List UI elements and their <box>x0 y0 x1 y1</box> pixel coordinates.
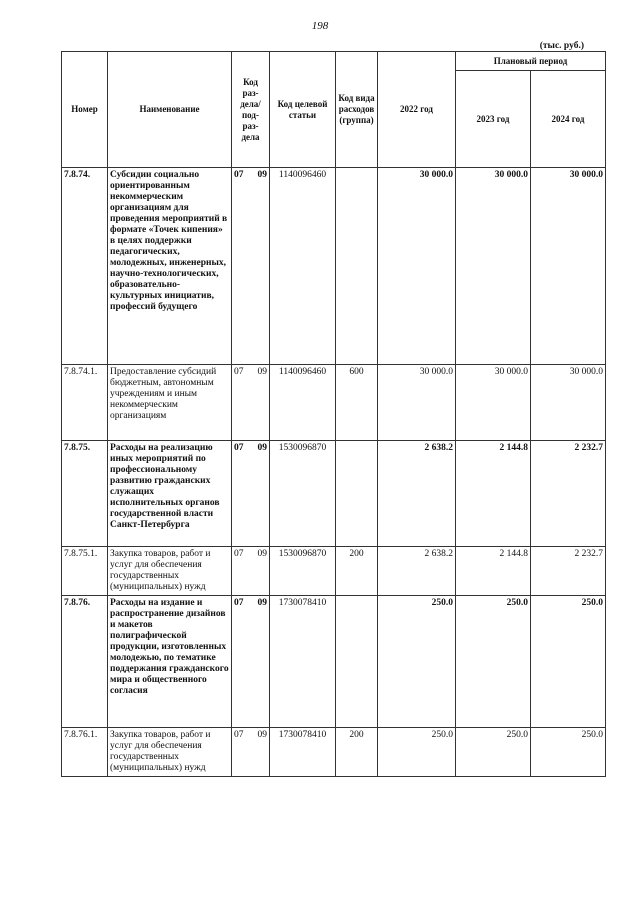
row-target-code: 1530096870 <box>270 547 336 596</box>
header-number: Номер <box>62 52 108 168</box>
row-name: Закупка товаров, работ и услуг для обеспечения государственных (муниципальных) нужд <box>108 728 232 777</box>
row-name: Предоставление субсидий бюджетным, автономным учреждениям и иным некоммерческим организациям <box>108 365 232 441</box>
row-section <box>232 365 270 441</box>
row-amount-2024: 30 000.0 <box>531 365 606 441</box>
row-number: 7.8.75. <box>62 441 108 547</box>
header-name: Наименование <box>108 52 232 168</box>
row-amount-2023: 30 000.0 <box>456 168 531 365</box>
header-2022: 2022 год <box>378 52 456 168</box>
table-row <box>62 365 606 441</box>
row-section <box>232 728 270 777</box>
budget-table <box>61 51 606 777</box>
row-section <box>232 547 270 596</box>
row-section-code: 07 <box>234 730 244 740</box>
row-section-code: 07 <box>234 367 244 377</box>
page-number: 198 <box>311 20 329 32</box>
row-section <box>232 168 270 365</box>
header-2024: 2024 год <box>531 71 606 168</box>
row-number: 7.8.74.1. <box>62 365 108 441</box>
row-amount-2024: 2 232.7 <box>531 441 606 547</box>
row-amount-2022: 30 000.0 <box>378 365 456 441</box>
row-expense-code <box>336 596 378 728</box>
row-amount-2022: 2 638.2 <box>378 547 456 596</box>
row-subsection-code: 09 <box>257 730 267 740</box>
row-section-code: 07 <box>234 598 244 608</box>
row-amount-2023: 250.0 <box>456 728 531 777</box>
row-section <box>232 441 270 547</box>
table-row <box>62 728 606 777</box>
row-amount-2023: 30 000.0 <box>456 365 531 441</box>
row-section <box>232 596 270 728</box>
row-name: Субсидии социально ориентированным некоммерческим организациям для проведения мероприятий в формате «Точек кипения» в целях поддержки педагогических, молодежных, инженерных, научно-технологических, образовательно-культурных инициатив, профессий будущего <box>108 168 232 365</box>
row-subsection-code: 09 <box>257 170 267 180</box>
table-body <box>62 168 606 777</box>
row-name: Расходы на реализацию иных мероприятий по профессиональному развитию гражданских служащих исполнительных органов государственной власти Санкт-Петербурга <box>108 441 232 547</box>
row-number: 7.8.75.1. <box>62 547 108 596</box>
table-row <box>62 596 606 728</box>
row-expense-code: 200 <box>336 728 378 777</box>
row-name: Расходы на издание и распространение дизайнов и макетов полиграфической продукции, изготовленных молодежью, по тематике поддержания гражданского мира и общественного согласия <box>108 596 232 728</box>
table-row <box>62 441 606 547</box>
row-expense-code <box>336 168 378 365</box>
row-section-code: 07 <box>234 170 244 180</box>
row-amount-2022: 250.0 <box>378 728 456 777</box>
header-expense: Код вида расходов (группа) <box>336 52 378 168</box>
header-planning-period: Плановый период <box>456 52 606 71</box>
row-subsection-code: 09 <box>257 549 267 559</box>
row-amount-2023: 250.0 <box>456 596 531 728</box>
row-amount-2024: 30 000.0 <box>531 168 606 365</box>
row-amount-2024: 2 232.7 <box>531 547 606 596</box>
row-target-code: 1140096460 <box>270 168 336 365</box>
row-number: 7.8.76.1. <box>62 728 108 777</box>
row-amount-2022: 250.0 <box>378 596 456 728</box>
table-row <box>62 547 606 596</box>
row-section-code: 07 <box>234 443 244 453</box>
row-amount-2024: 250.0 <box>531 728 606 777</box>
row-target-code: 1140096460 <box>270 365 336 441</box>
row-number: 7.8.74. <box>62 168 108 365</box>
header-2023: 2023 год <box>456 71 531 168</box>
row-amount-2023: 2 144.8 <box>456 441 531 547</box>
row-amount-2024: 250.0 <box>531 596 606 728</box>
row-expense-code: 600 <box>336 365 378 441</box>
table-row <box>62 168 606 365</box>
row-name: Закупка товаров, работ и услуг для обеспечения государственных (муниципальных) нужд <box>108 547 232 596</box>
row-amount-2022: 30 000.0 <box>378 168 456 365</box>
row-target-code: 1730078410 <box>270 596 336 728</box>
header-section: Код раз-дела/ под-раз-дела <box>232 52 270 168</box>
row-target-code: 1730078410 <box>270 728 336 777</box>
row-expense-code <box>336 441 378 547</box>
row-subsection-code: 09 <box>257 598 267 608</box>
header-target: Код целевой статьи <box>270 52 336 168</box>
row-amount-2022: 2 638.2 <box>378 441 456 547</box>
row-amount-2023: 2 144.8 <box>456 547 531 596</box>
units-label: (тыс. руб.) <box>539 41 584 51</box>
row-section-code: 07 <box>234 549 244 559</box>
row-subsection-code: 09 <box>257 443 267 453</box>
row-number: 7.8.76. <box>62 596 108 728</box>
row-expense-code: 200 <box>336 547 378 596</box>
row-subsection-code: 09 <box>257 367 267 377</box>
row-target-code: 1530096870 <box>270 441 336 547</box>
